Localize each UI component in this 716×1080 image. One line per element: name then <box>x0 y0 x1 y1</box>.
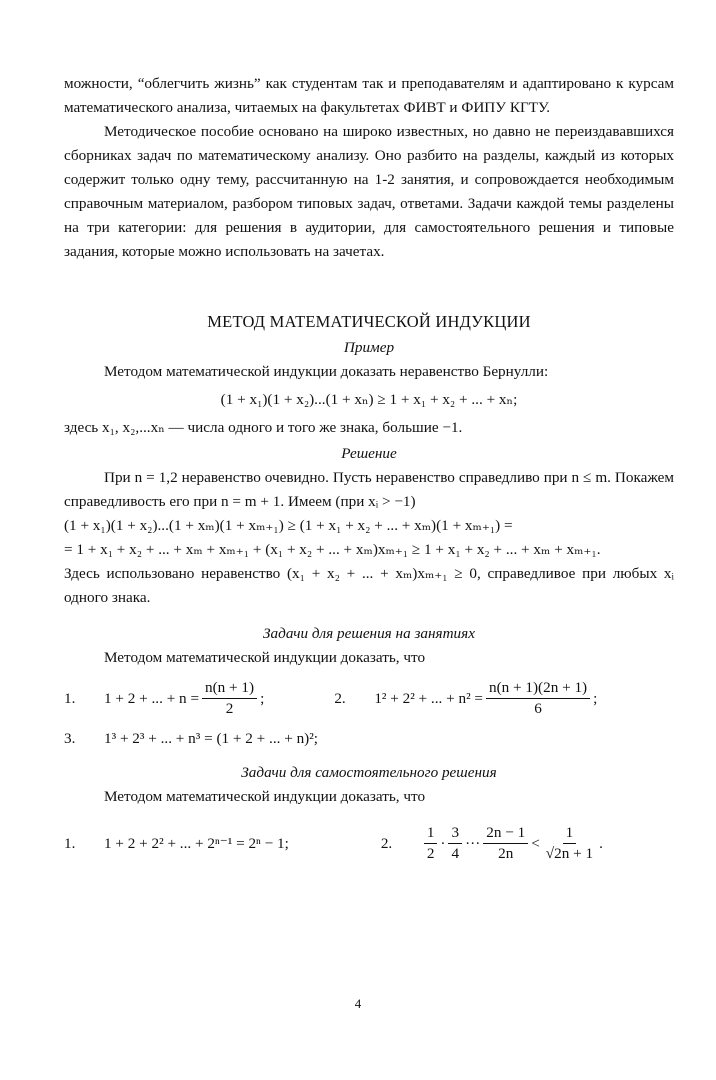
fraction-numerator: 1 <box>424 823 438 844</box>
fraction-4 <box>543 823 596 864</box>
solution-paragraph-2: Здесь использовано неравенство (x₁ + x₂ + ... + xₘ)xₘ₊₁ ≥ 0, справедливое при любых xᵢ одного знака. <box>64 565 674 606</box>
task-1-fraction <box>202 678 257 719</box>
task-number: 3. <box>64 730 76 747</box>
class-tasks-intro: Методом математической индукции доказать, что <box>104 649 426 666</box>
example-text: Методом математической индукции доказать неравенство Бернулли: <box>104 363 549 380</box>
bernoulli-inequality: (1 + x₁)(1 + x₂)...(1 + xₙ) ≥ 1 + x₁ + x₂ + ... + xₙ; <box>220 391 518 408</box>
fraction-denominator: √2n + 1 <box>545 845 594 862</box>
solution-equation-2: = 1 + x₁ + x₂ + ... + xₘ + xₘ₊₁ + (x₁ + x₂ + ... + xₘ)xₘ₊₁ ≥ 1 + x₁ + x₂ + ... + xₘ + xₘ₊₁. <box>64 541 601 558</box>
fraction-numerator: n(n + 1) <box>202 678 257 699</box>
example-label: Пример <box>343 339 395 356</box>
solution-equation-1: (1 + x₁)(1 + x₂)...(1 + xₘ)(1 + xₘ₊₁) ≥ (1 + x₁ + x₂ + ... + xₘ)(1 + xₘ₊₁) = <box>64 517 513 534</box>
fraction-3 <box>483 823 528 864</box>
intro-paragraph-2: Методическое пособие основано на широко известных, но давно не переиздававшихся сборниках задач по математическому анализу. Оно разбито на разделы, каждый из которых содержит только одну тему, рассчитанную на 1-2 занятия, и сопровождается необходимым справочным материалом, разбором типовых задач, ответами. Задачи каждой темы разделены на три категории: для решения в аудитории, для самостоятельного решения и типовые задания, которые можно использовать на зачетах. <box>64 123 674 260</box>
condition-text: здесь x₁, x₂,...xₙ — числа одного и того же знака, большие −1. <box>64 419 463 436</box>
fraction-denominator: 4 <box>451 845 460 862</box>
fraction-denominator: 2 <box>225 700 234 717</box>
fraction-1 <box>424 823 438 864</box>
fraction-denominator: 2 <box>426 845 435 862</box>
task-number: 2. <box>380 834 393 852</box>
class-tasks-row-1: 1. 1 + 2 + ... + n = $\frac{n(n + 1)}{2}$ ; 2. 1² + 2² + ... + n² = $\frac{n(n + 1)(2n + 1)}{6}$ ; <box>64 679 598 717</box>
fraction-numerator: 3 <box>448 823 462 844</box>
fraction-2 <box>448 823 462 864</box>
task-number: 1. <box>64 689 76 707</box>
section-title: МЕТОД МАТЕМАТИЧЕСКОЙ ИНДУКЦИИ <box>207 312 531 331</box>
task-3: 1³ + 2³ + ... + n³ = (1 + 2 + ... + n)²; <box>104 730 319 747</box>
task-2-fraction <box>486 678 590 719</box>
fraction-numerator: 2n − 1 <box>483 823 528 844</box>
task-number: 2. <box>334 689 346 707</box>
class-tasks-label: Задачи для решения на занятиях <box>263 625 475 642</box>
fraction-numerator: n(n + 1)(2n + 1) <box>486 678 590 699</box>
fraction-denominator: 6 <box>534 700 542 717</box>
solution-label: Решение <box>341 445 397 462</box>
self-tasks-label: Задачи для самостоятельного решения <box>241 764 497 781</box>
fraction-numerator: 1 <box>563 823 577 844</box>
fraction-denominator: 2n <box>498 845 514 862</box>
task-number: 1. <box>64 834 76 852</box>
solution-paragraph-1: При n = 1,2 неравенство очевидно. Пусть неравенство справедливо при n ≤ m. Покажем справедливость его при n = m + 1. Имеем (при xᵢ > −1) <box>64 469 674 510</box>
self-tasks-row-1: 1. 1 + 2 + 2² + ... + 2ⁿ⁻¹ = 2ⁿ − 1; 2. $\frac{1}{2}$ · $\frac{3}{4}$ ··· $\frac{2n - 1}{2n}$ < $\frac{1}{√2n + 1}$ . <box>64 824 603 862</box>
self-tasks-intro: Методом математической индукции доказать, что <box>104 788 426 805</box>
page-number: 4 <box>354 996 362 1011</box>
task-1-lhs: 1 + 2 + ... + n = <box>104 689 200 707</box>
intro-paragraph-1: можности, “облегчить жизнь” как студентам так и преподавателям и адаптировано к курсам математического анализа, читаемых на факультетах ФИВТ и ФИПУ КГТУ. <box>64 75 674 116</box>
page-content <box>64 72 674 872</box>
class-tasks-row-2 <box>64 727 674 751</box>
task-2-lhs: 1² + 2² + ... + n² = <box>374 689 483 707</box>
self-task-1: 1 + 2 + 2² + ... + 2ⁿ⁻¹ = 2ⁿ − 1; <box>104 834 289 852</box>
